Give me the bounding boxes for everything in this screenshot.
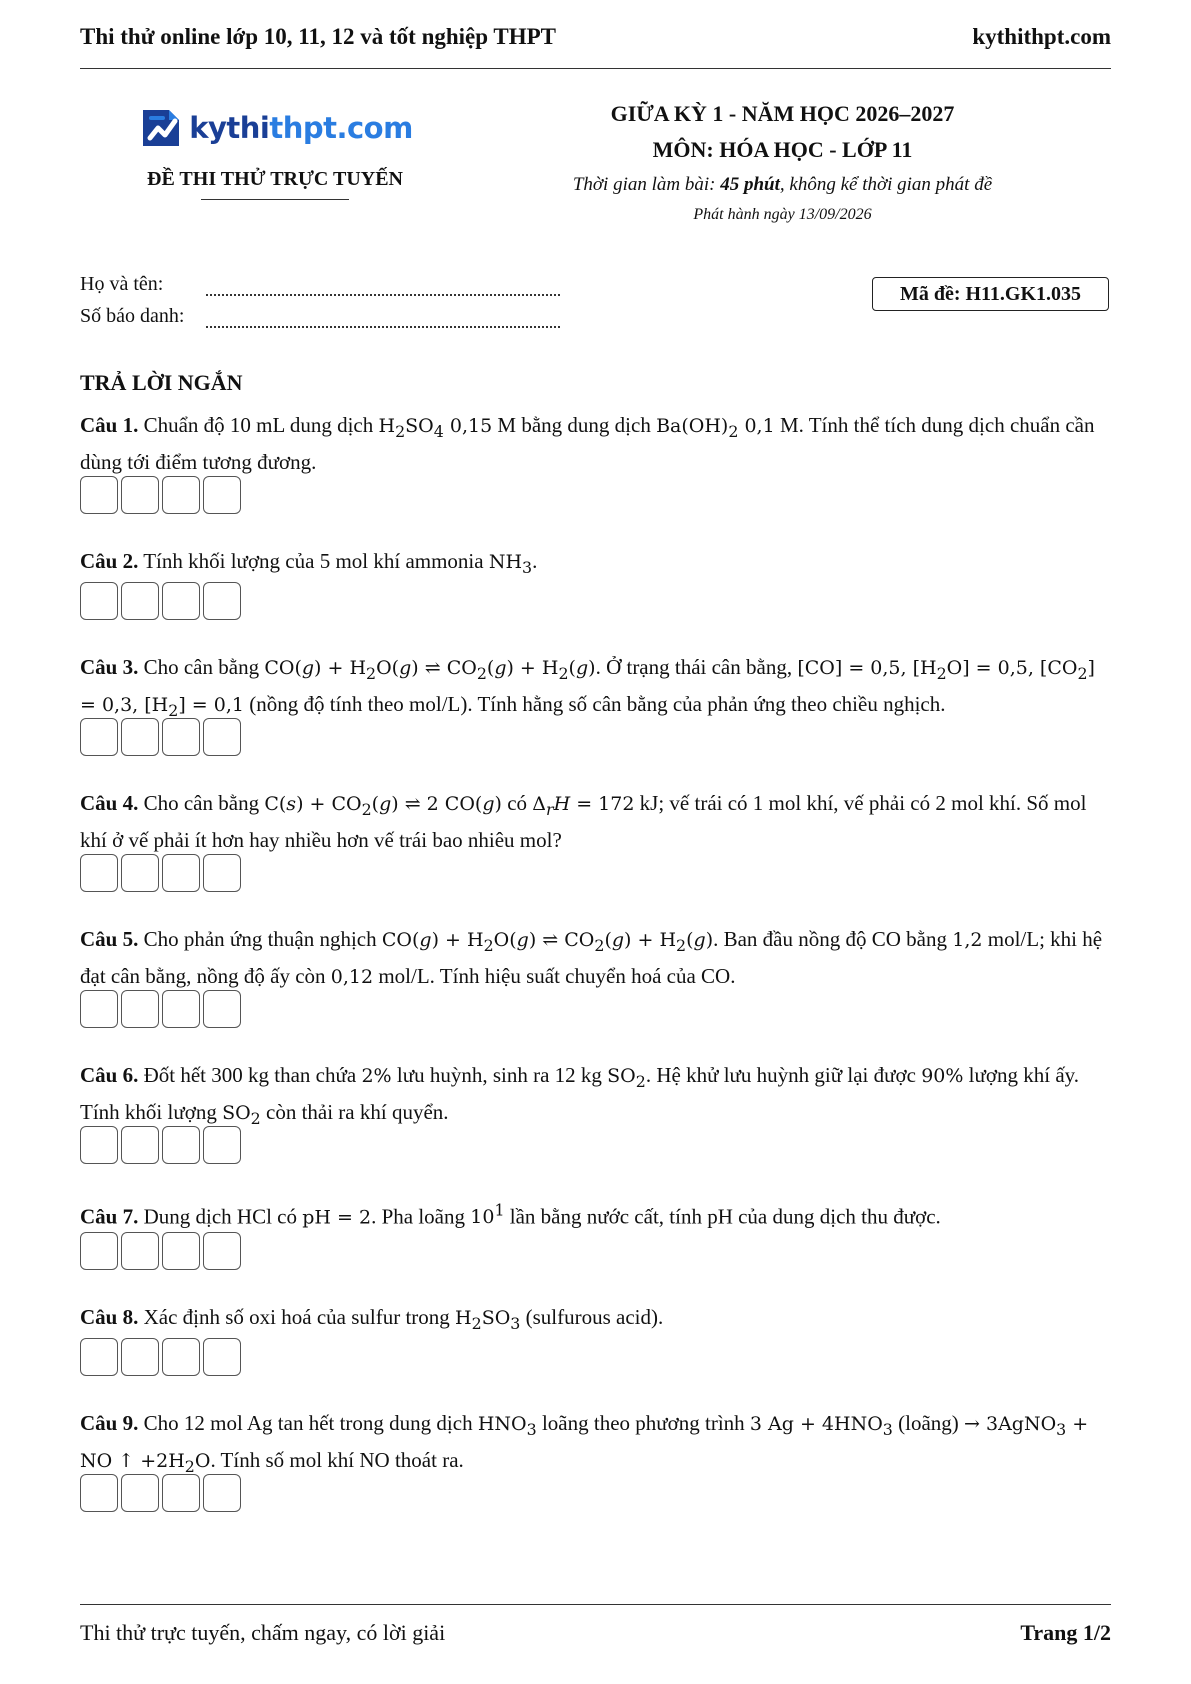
answer-boxes-6 xyxy=(80,1126,241,1164)
answer-boxes-9 xyxy=(80,1474,241,1512)
answer-box[interactable] xyxy=(80,1338,118,1376)
footer-divider xyxy=(80,1604,1111,1605)
answer-box[interactable] xyxy=(121,476,159,514)
exam-code-box: Mã đề: H11.GK1.035 xyxy=(872,277,1109,311)
question-1: Câu 1. Chuẩn độ 10 mL dung dịch $H_2SO_4$ 0,15 M bằng dung dịch $Ba(OH)_2$ 0,1 M. Tính thể tích dung dịch chuẩn cần dùng tới điểm tương đương. xyxy=(80,413,1095,474)
answer-box[interactable] xyxy=(203,1474,241,1512)
answer-boxes-2 xyxy=(80,582,241,620)
question-9: Câu 9. Cho 12 mol Ag tan hết trong dung dịch $HNO_3$ loãng theo phương trình 3 $Ag + 4HNO_3$ (loãng) → 3AgNO$_3$ + NO ↑ $+2H_2O$. Tính số mol khí NO thoát ra. xyxy=(80,1411,1089,1476)
exam-title: GIỮA KỲ 1 - NĂM HỌC 2026–2027 xyxy=(610,101,955,126)
exam-subject: MÔN: HÓA HỌC - LỚP 11 xyxy=(652,137,913,162)
answer-box[interactable] xyxy=(203,1338,241,1376)
question-2: Câu 2. Tính khối lượng của 5 mol khí ammonia $NH_3$. xyxy=(80,549,538,577)
header-site[interactable]: kythithpt.com xyxy=(972,24,1111,49)
header-divider xyxy=(80,68,1111,69)
answer-boxes-4 xyxy=(80,854,241,892)
answer-box[interactable] xyxy=(121,1338,159,1376)
answer-box[interactable] xyxy=(80,854,118,892)
answer-box[interactable] xyxy=(203,854,241,892)
answer-boxes-5 xyxy=(80,990,241,1028)
question-4: Câu 4. Cho cân bằng $C(s) + CO_2(g)$ ⇌ 2 CO(g) có $\Delta_rH = 172$ kJ; vế trái có 1 mol khí, vế phải có 2 mol khí. Số mol khí ở vế phải ít hơn hay nhiều hơn vế trái bao nhiêu mol? xyxy=(80,791,1087,852)
answer-box[interactable] xyxy=(162,476,200,514)
answer-box[interactable] xyxy=(121,854,159,892)
answer-box[interactable] xyxy=(162,1232,200,1270)
id-field[interactable] xyxy=(206,308,560,328)
question-3: Câu 3. Cho cân bằng $CO(g) + H_2O(g)$ ⇌ $CO_2(g) + H_2(g)$. Ở trạng thái cân bằng, [CO] = 0,5, $[H_2O] = 0,5$, $[CO_2] = 0,3$, $[H_2] = 0,1$ (nồng độ tính theo mol/L). Tính hằng số cân bằng của phản ứng theo chiều nghịch. xyxy=(80,655,1095,720)
answer-box[interactable] xyxy=(80,476,118,514)
logo-text: kythithpt.com xyxy=(189,111,413,145)
answer-boxes-1 xyxy=(80,476,241,514)
answer-box[interactable] xyxy=(121,582,159,620)
answer-box[interactable] xyxy=(121,1126,159,1164)
footer xyxy=(80,1620,1111,1646)
logo-subtitle: ĐỀ THI THỬ TRỰC TUYẾN xyxy=(147,168,403,190)
answer-box[interactable] xyxy=(121,1474,159,1512)
answer-box[interactable] xyxy=(162,854,200,892)
exam-page xyxy=(80,0,1111,1684)
answer-box[interactable] xyxy=(162,1474,200,1512)
exam-release-date: Phát hành ngày 13/09/2026 xyxy=(693,206,872,223)
answer-box[interactable] xyxy=(162,582,200,620)
answer-box[interactable] xyxy=(162,1338,200,1376)
answer-box[interactable] xyxy=(80,990,118,1028)
answer-box[interactable] xyxy=(80,1232,118,1270)
subtitle-underline xyxy=(201,199,349,200)
answer-box[interactable] xyxy=(162,718,200,756)
answer-box[interactable] xyxy=(80,1126,118,1164)
page-number: Trang 1/2 xyxy=(1020,1620,1111,1645)
answer-box[interactable] xyxy=(203,582,241,620)
question-5: Câu 5. Cho phản ứng thuận nghịch $CO(g) + H_2O(g)$ ⇌ $CO_2(g) + H_2(g)$. Ban đầu nồng độ CO bằng 1,2 mol/L; khi hệ đạt cân bằng, nồng độ ấy còn 0,12 mol/L. Tính hiệu suất chuyển hoá của CO. xyxy=(80,927,1103,988)
student-info xyxy=(80,264,560,328)
answer-box[interactable] xyxy=(121,1232,159,1270)
section-title: TRẢ LỜI NGẮN xyxy=(80,370,243,395)
answer-boxes-8 xyxy=(80,1338,241,1376)
header-title: Thi thử online lớp 10, 11, 12 và tốt nghiệp THPT xyxy=(80,24,556,49)
answer-box[interactable] xyxy=(203,476,241,514)
logo-block xyxy=(80,100,470,220)
footer-text: Thi thử trực tuyến, chấm ngay, có lời giải xyxy=(80,1620,446,1645)
answer-box[interactable] xyxy=(80,582,118,620)
answer-box[interactable] xyxy=(80,718,118,756)
answer-box[interactable] xyxy=(203,1232,241,1270)
answer-boxes-7 xyxy=(80,1232,241,1270)
top-header xyxy=(80,22,1111,52)
answer-boxes-3 xyxy=(80,718,241,756)
id-label: Số báo danh: xyxy=(80,305,185,327)
question-6: Câu 6. Đốt hết 300 kg than chứa 2% lưu huỳnh, sinh ra 12 kg $SO_2$. Hệ khử lưu huỳnh giữ lại được 90% lượng khí ấy. Tính khối lượng $SO_2$ còn thải ra khí quyển. xyxy=(80,1063,1080,1128)
answer-box[interactable] xyxy=(203,718,241,756)
answer-box[interactable] xyxy=(121,990,159,1028)
name-label: Họ và tên: xyxy=(80,273,164,295)
question-8: Câu 8. Xác định số oxi hoá của sulfur trong $H_2SO_3$ (sulfurous acid). xyxy=(80,1305,664,1333)
answer-box[interactable] xyxy=(162,1126,200,1164)
answer-box[interactable] xyxy=(121,718,159,756)
name-field[interactable] xyxy=(206,276,560,296)
answer-box[interactable] xyxy=(203,990,241,1028)
answer-box[interactable] xyxy=(80,1474,118,1512)
exam-info xyxy=(550,96,1015,230)
logo-icon xyxy=(137,104,185,152)
exam-time: Thời gian làm bài: 45 phút, không kể thời gian phát đề xyxy=(572,174,993,195)
answer-box[interactable] xyxy=(203,1126,241,1164)
answer-box[interactable] xyxy=(162,990,200,1028)
question-7: Câu 7. Dung dịch HCl có pH = 2. Pha loãng $10^1$ lần bằng nước cất, tính pH của dung dịch thu được. xyxy=(80,1201,941,1229)
